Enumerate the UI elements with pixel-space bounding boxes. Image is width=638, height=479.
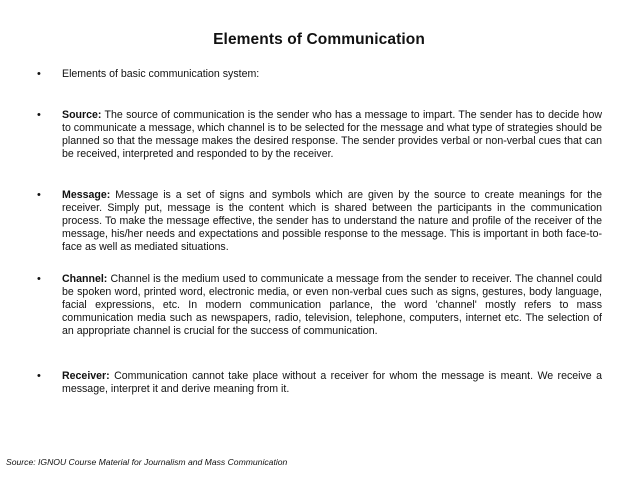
bullet-dot: •	[37, 273, 41, 285]
bullet-body: The source of communication is the sender who has a message to impart. The sender has to decide how to communicate a message, which channel is to be selected for the message and what type of strategies should be planned so that the message makes the desired response. The sender provides verbal or non-verbal cues that can be received, interpreted and responded to by the receiver.	[62, 109, 602, 160]
bullet-label: Source:	[62, 109, 102, 121]
bullet-text	[62, 68, 602, 81]
slide-title: Elements of Communication	[213, 31, 425, 48]
bullet-text	[62, 370, 602, 396]
bullet-label: Message:	[62, 189, 111, 201]
bullet-dot: •	[37, 68, 41, 80]
bullet-dot: •	[37, 189, 41, 201]
bullet-text	[62, 273, 602, 338]
bullet-label: Channel:	[62, 273, 108, 285]
bullet-text	[62, 189, 602, 254]
bullet-dot: •	[37, 370, 41, 382]
bullet-label: Receiver:	[62, 370, 110, 382]
bullet-text	[62, 109, 602, 161]
bullet-body: Communication cannot take place without a receiver for whom the message is meant. We receive a message, interpret it and derive meaning from it.	[62, 370, 602, 395]
bullet-dot: •	[37, 109, 41, 121]
bullet-body: Elements of basic communication system:	[62, 68, 260, 80]
bullet-body: Channel is the medium used to communicate a message from the sender to receiver. The channel could be spoken word, printed word, electronic media, or even non-verbal cues such as signs, gestures, body language, facial expressions, etc. In modern communication parlance, the word 'channel' mostly refers to mass communication media such as newspapers, radio, television, telephone, computers, internet etc. The selection of an appropriate channel is crucial for the success of communication.	[62, 273, 602, 337]
bullet-body: Message is a set of signs and symbols which are given by the source to create meanings for the receiver. Simply put, message is the content which is shared between the participants in the communication process. To make the message effective, the sender has to understand the nature and profile of the receiver of the message, his/her needs and expectations and possible response to the message. This is important in both face-to-face as well as mediated situations.	[62, 189, 602, 253]
source-citation: Source: IGNOU Course Material for Journalism and Mass Communication	[6, 457, 288, 467]
